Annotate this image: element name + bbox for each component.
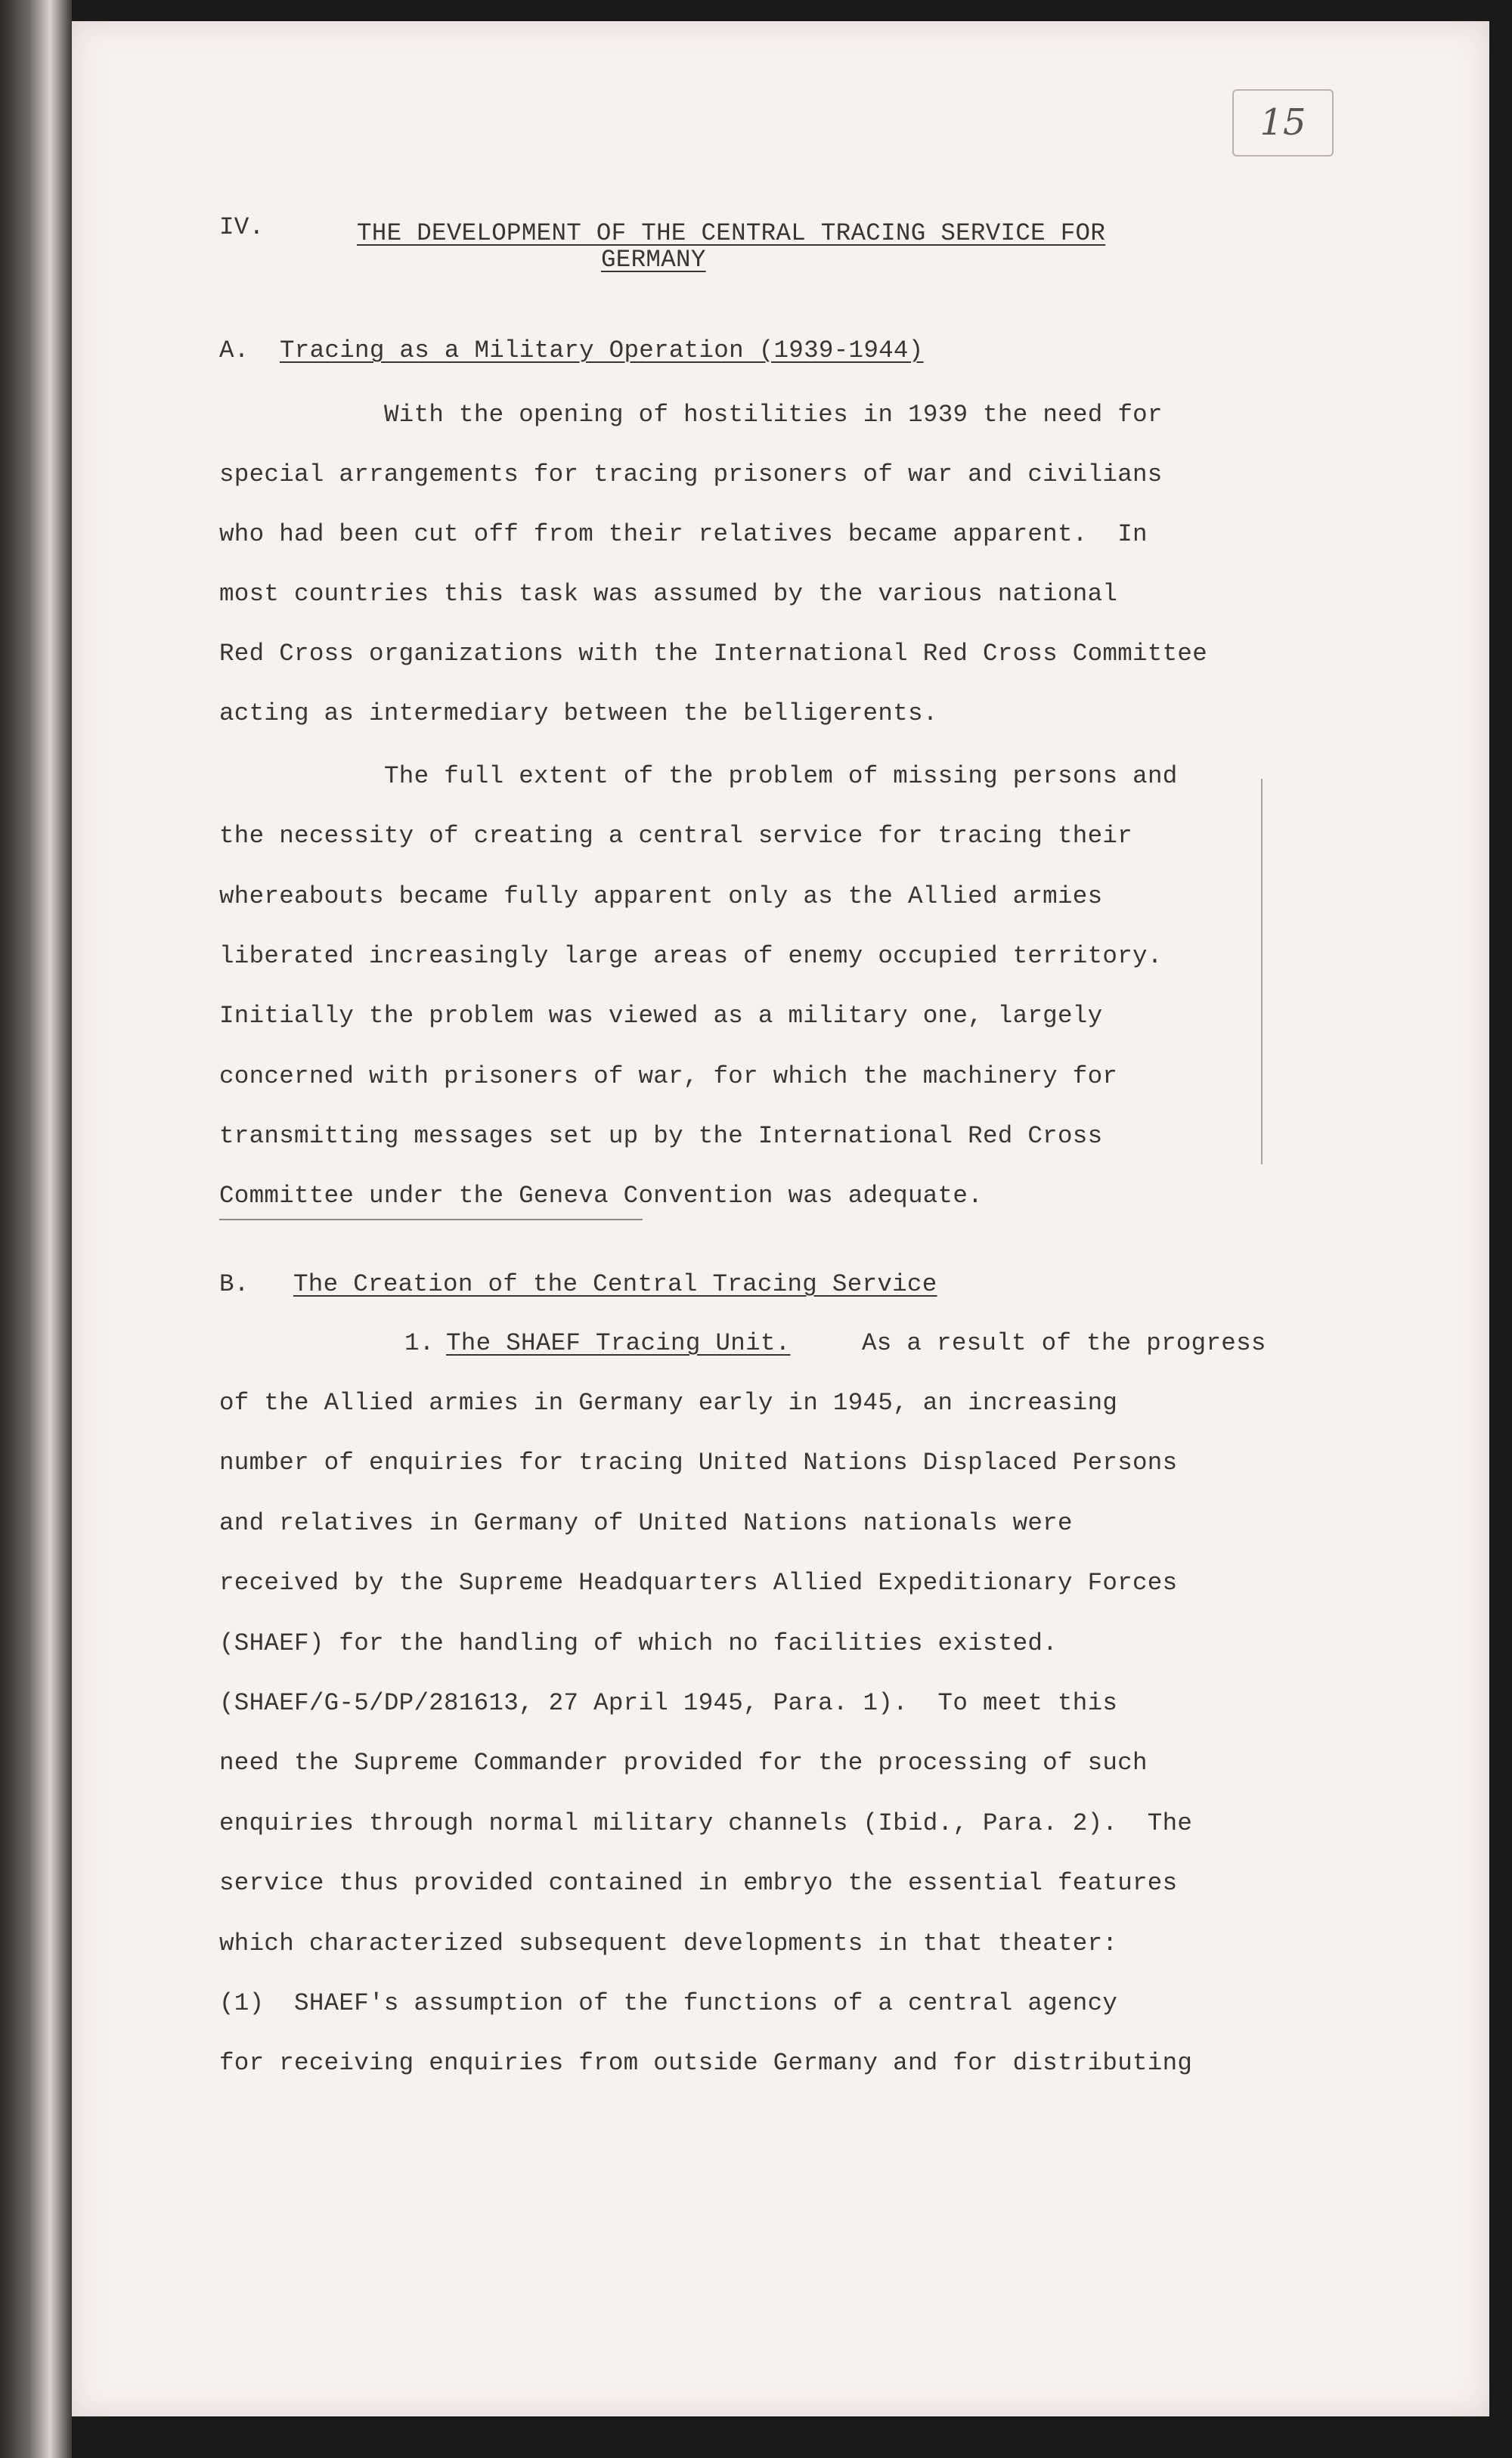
- para-heading: The SHAEF Tracing Unit.: [446, 1329, 791, 1357]
- text-line: The full extent of the problem of missing persons and: [384, 762, 1178, 790]
- subsection-b-label: B.: [219, 1270, 249, 1298]
- para-first-line: As a result of the progress: [862, 1329, 1266, 1357]
- text-line: who had been cut off from their relatives became apparent. In: [219, 520, 1148, 548]
- subsection-a-label: A.: [219, 336, 249, 364]
- section-title-cont: GERMANY: [601, 246, 706, 274]
- text-line: the necessity of creating a central service for tracing their: [219, 822, 1132, 851]
- text-line: and relatives in Germany of United Nations nationals were: [219, 1508, 1073, 1537]
- section-title: THE DEVELOPMENT OF THE CENTRAL TRACING SERVICE FOR: [357, 219, 1106, 247]
- text-line: enquiries through normal military channels (Ibid., Para. 2). The: [219, 1809, 1193, 1837]
- page-number-stamp: 15: [1232, 89, 1334, 157]
- underline-mark: [219, 1219, 643, 1220]
- subsection-b-title: The Creation of the Central Tracing Service: [293, 1270, 937, 1298]
- text-line: for receiving enquiries from outside Germany and for distributing: [219, 2049, 1193, 2078]
- text-line: number of enquiries for tracing United Nations Displaced Persons: [219, 1449, 1178, 1477]
- text-line: (SHAEF/G-5/DP/281613, 27 April 1945, Para. 1). To meet this: [219, 1689, 1118, 1717]
- text-line: (SHAEF) for the handling of which no facilities existed.: [219, 1629, 1058, 1657]
- margin-mark: [1261, 779, 1263, 1164]
- text-line: most countries this task was assumed by the various national: [219, 580, 1118, 608]
- text-line: Initially the problem was viewed as a military one, largely: [219, 1002, 1103, 1031]
- subsection-a-title: Tracing as a Military Operation (1939-1944): [280, 336, 924, 364]
- text-line: (1) SHAEF's assumption of the functions of a central agency: [219, 1989, 1118, 2017]
- text-line: acting as intermediary between the belligerents.: [219, 699, 938, 727]
- text-line: Committee under the Geneva Convention was adequate.: [219, 1182, 983, 1210]
- text-line: need the Supreme Commander provided for the processing of such: [219, 1749, 1148, 1778]
- text-line: liberated increasingly large areas of enemy occupied territory.: [219, 941, 1163, 970]
- text-line: of the Allied armies in Germany early in 1945, an increasing: [219, 1389, 1118, 1417]
- text-line: concerned with prisoners of war, for which the machinery for: [219, 1062, 1118, 1090]
- text-line: special arrangements for tracing prisoners of war and civilians: [219, 460, 1163, 488]
- section-number: IV.: [219, 213, 265, 241]
- text-line: service thus provided contained in embryo the essential features: [219, 1869, 1178, 1898]
- text-line: With the opening of hostilities in 1939 the need for: [384, 401, 1163, 429]
- text-line: whereabouts became fully apparent only as the Allied armies: [219, 882, 1103, 910]
- para-number: 1.: [404, 1329, 435, 1357]
- text-line: received by the Supreme Headquarters Allied Expeditionary Forces: [219, 1569, 1178, 1598]
- text-line: transmitting messages set up by the International Red Cross: [219, 1121, 1103, 1150]
- text-line: which characterized subsequent developments in that theater:: [219, 1929, 1118, 1957]
- left-page-edge: [0, 0, 72, 2458]
- text-line: Red Cross organizations with the International Red Cross Committee: [219, 640, 1208, 668]
